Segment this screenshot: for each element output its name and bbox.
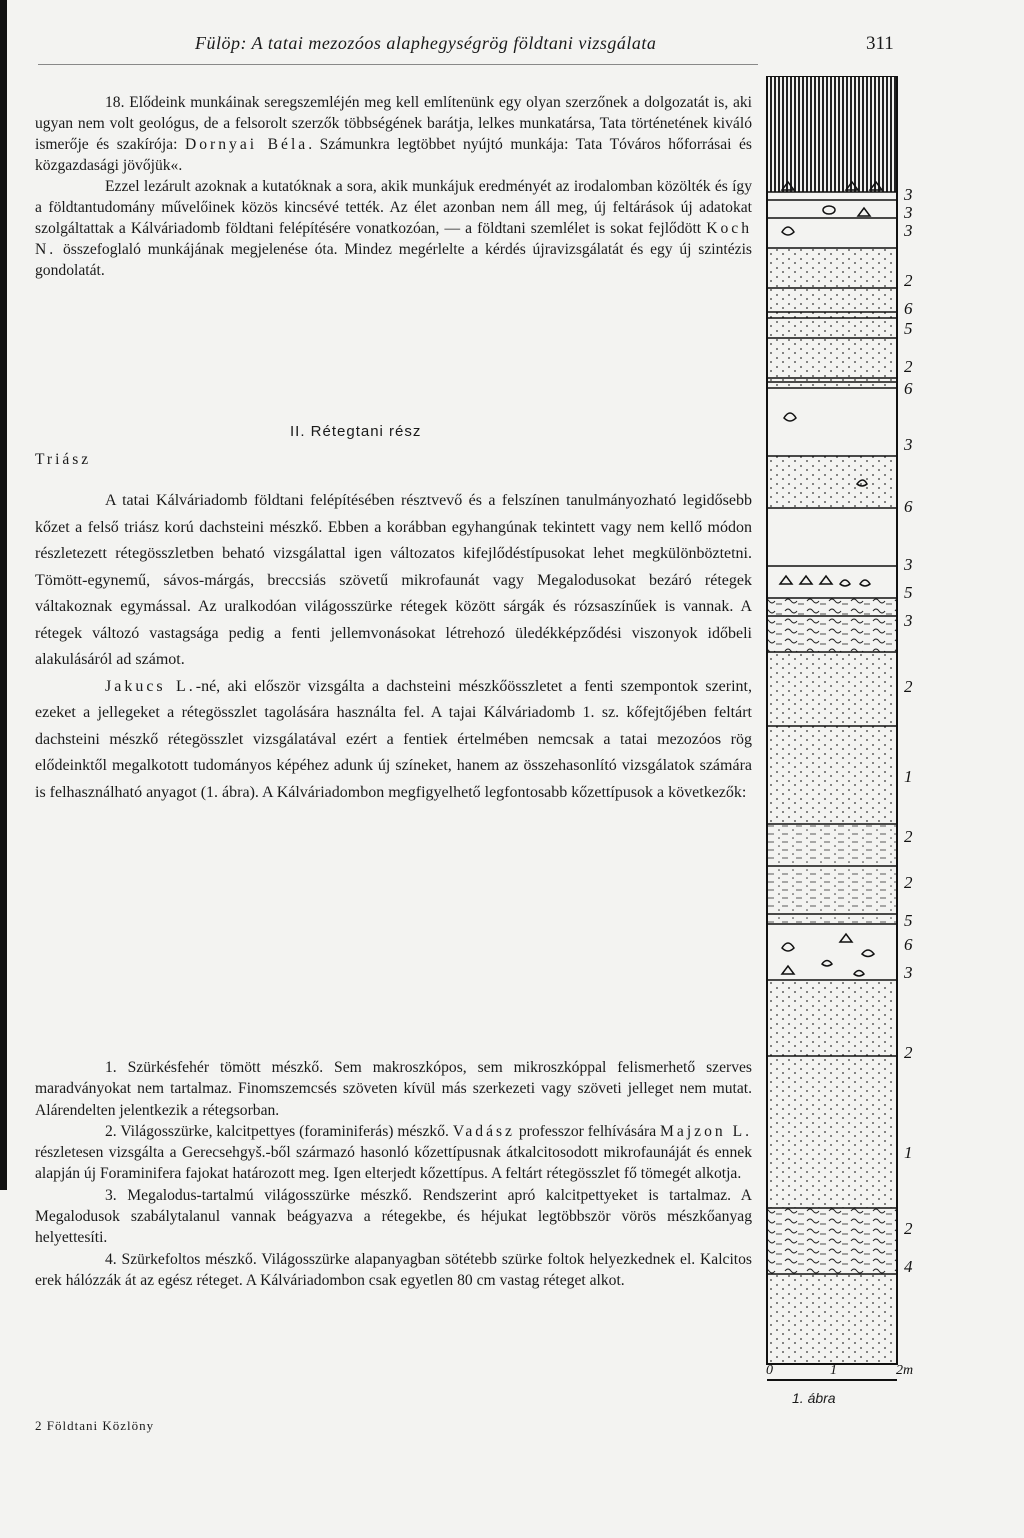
layer-code: 5 xyxy=(904,583,913,602)
layer-code: 2 xyxy=(904,677,913,696)
body-paragraph-1: A tatai Kálváriadomb földtani felépítésében résztvevő és a felszínen tanulmányozható legidősebb kőzet a felső triász korú dachsteini mészkő. Ebben a korábban egyhangúnak tekintett vagy nem kellő módon részletezett rétegösszletben beható vizsgálattal igen változatos kifejlődéstípusokat lehet megkülönböztetni. Tömött-egynemű, sávos-márgás, breccsiás szövetű mikrofaunát vagy Megalodusokat bezáró rétegek váltakoznak egymással. Az uralkodóan világosszürke rétegek között sárgák és rózsaszínűek is vannak. A rétegek változó vastagsága pedig a fenti jellemvonásokat létrehozó üledékképződési viszonyok időbeli alakulásáról ad számot. xyxy=(35,492,752,668)
stratigraphic-column-figure xyxy=(762,76,932,1391)
layer-code: 6 xyxy=(904,935,913,954)
layer-code: 6 xyxy=(904,299,913,318)
layer-wavy xyxy=(767,1208,897,1274)
figure-caption: 1. ábra xyxy=(792,1390,836,1406)
list-item: 4. Szürkefoltos mészkő. Világosszürke alapanyagban sötétebb szürke foltok helyezkednek el. Kalcitos erek hálózzák át az egész réteget. A Kálváriadombon csak egyetlen 80 cm vastag réteget alkot. xyxy=(35,1250,752,1289)
layer-code: 3 xyxy=(904,203,913,222)
layer-megalodus xyxy=(767,528,897,598)
layer-dotted xyxy=(767,456,897,508)
layer-code: 3 xyxy=(904,435,913,454)
layer-code: 4 xyxy=(904,1257,913,1276)
layer-code: 1 xyxy=(904,1143,913,1162)
scale-label: 2m xyxy=(896,1363,914,1378)
layer-dotted-dashed xyxy=(767,824,897,924)
page-edge-shadow xyxy=(0,0,7,1190)
layer-dotted xyxy=(767,652,897,824)
layer-code: 2 xyxy=(904,1219,913,1238)
author-name: Koch N. xyxy=(35,220,752,258)
layer-code: 6 xyxy=(904,379,913,398)
body-paragraph-2: Jakucs L.-né, aki először vizsgálta a dachsteini mészkőösszletet a fenti szempontok szerint, ezeket a jellegeket a rétegösszlet tagolására használta fel. A tajai Kálváriadomb 1. sz. kőfejtőjében feltárt dachsteini mészkő rétegösszlet vizsgálatával ezért a fentiek értelmében nemcsak a tatai mezozóos rög elődeinktől megalkotott tudományos képéhez adunk új színeket, hanem az összehasonlító vizsgálatok számára is felhasználható anyagot (1. ábra). A Kálváriadombon megfigyelhető legfontosabb kőzettípusok a következők: xyxy=(35,677,753,801)
layer-code: 1 xyxy=(904,767,913,786)
layer-wavy xyxy=(767,598,897,652)
layer-code: 5 xyxy=(904,319,913,338)
scale-label: 1 xyxy=(830,1363,837,1378)
body-text xyxy=(35,488,752,806)
layer-code: 3 xyxy=(904,963,913,982)
layer-dotted xyxy=(767,1274,897,1364)
layer-dotted xyxy=(767,980,897,1208)
layer-code: 5 xyxy=(904,911,913,930)
intro-text xyxy=(35,92,752,281)
layer-codes xyxy=(903,185,913,1276)
scale-label: 0 xyxy=(766,1363,773,1378)
layer-code: 2 xyxy=(904,357,913,376)
layer-vertical-hatch xyxy=(767,76,897,192)
layer-megalodus xyxy=(767,924,897,980)
author-name: Dornyai Béla xyxy=(184,136,309,153)
layer-code: 3 xyxy=(904,185,913,204)
layer-code: 2 xyxy=(904,827,913,846)
layer-code: 3 xyxy=(904,555,913,574)
footer-journal: 2 Földtani Közlöny xyxy=(35,1418,155,1433)
author-name: Vadász xyxy=(452,1122,515,1140)
list-item: 3. Megalodus-tartalmú világosszürke mészkő. Rendszerint apró kalcitpettyeket is tartalmaz. A Megalodusok szabálytalanul vannak beágyazva a rétegekbe, és héjukat legtöbbször vörös mészkőanyag helyettesíti. xyxy=(35,1186,752,1247)
running-title: Fülöp: A tatai mezozóos alaphegységrög földtani vizsgálata xyxy=(195,33,657,53)
layer-code: 2 xyxy=(904,271,913,290)
section-title: II. Rétegtani rész xyxy=(290,423,422,440)
layer-code: 2 xyxy=(904,873,913,892)
header-rule xyxy=(38,64,758,65)
layer-code: 3 xyxy=(904,611,913,630)
author-name: Jakucs L. xyxy=(105,677,196,695)
list-item: 1. Szürkésfehér tömött mészkő. Sem makroszkópos, sem mikroszkóppal felismerhető szerves maradványokat nem tartalmaz. Finomszemcsés szöveten kívül más szerkezeti vagy szöveti jelleget nem mutat. Alárendelten jelentkezik a rétegsorban. xyxy=(35,1059,752,1119)
layer-code: 6 xyxy=(904,497,913,516)
list-item: 2. Világosszürke, kalcitpettyes (foraminiferás) mészkő. Vadász professzor felhívására Majzon L. részletesen vizsgálta a Gerecsehgyš.-ből származó hasonló kőzettípusnak átkalcitosodott mikrofaunáját és ennek alapján új Foraminifera fajokat határozott meg. Igen elterjedt kőzettípus. A feltárt rétegösszlet fő tömegét alkotja. xyxy=(35,1122,752,1183)
layer-code: 3 xyxy=(904,221,913,240)
page-number: 311 xyxy=(866,33,894,54)
author-name: Majzon L. xyxy=(660,1122,752,1140)
rock-type-list xyxy=(35,1057,752,1291)
intro-paragraph-1: 18. Elődeink munkáinak seregszemléjén meg kell említenünk egy olyan szerzőnek a dolgozatát is, aki ugyan nem volt geológus, de a felsorolt szerzők többségének barátja, lelkes munkatársa, Tata történetének kiváló ismerője és szakírója: Dornyai Béla. Számunkra legtöbbet nyújtó munkája: Tata Tóváros hőforrásai és közgazdasági jövőjük«. xyxy=(35,94,752,174)
margin-label: Triász xyxy=(35,451,92,468)
layer-code: 2 xyxy=(904,1043,913,1062)
scale-bar xyxy=(766,1363,913,1380)
intro-paragraph-2: Ezzel lezárult azoknak a kutatóknak a sora, akik munkájuk eredményét az irodalomban közölték és így a földtantudomány művelőinek közös kincsévé tették. Az élet azonban nem áll meg, új feltárások új adatokat szolgáltattak a Kálváriadomb földtani felépítésére vonatkozóan, — a földtani szemlélet is sokat fejlődött Koch N. összefoglaló munkájának megjelenése óta. Mindez megérlelte a kérdés újravizsgálatát és egy új szintézis gondolatát. xyxy=(35,178,752,279)
